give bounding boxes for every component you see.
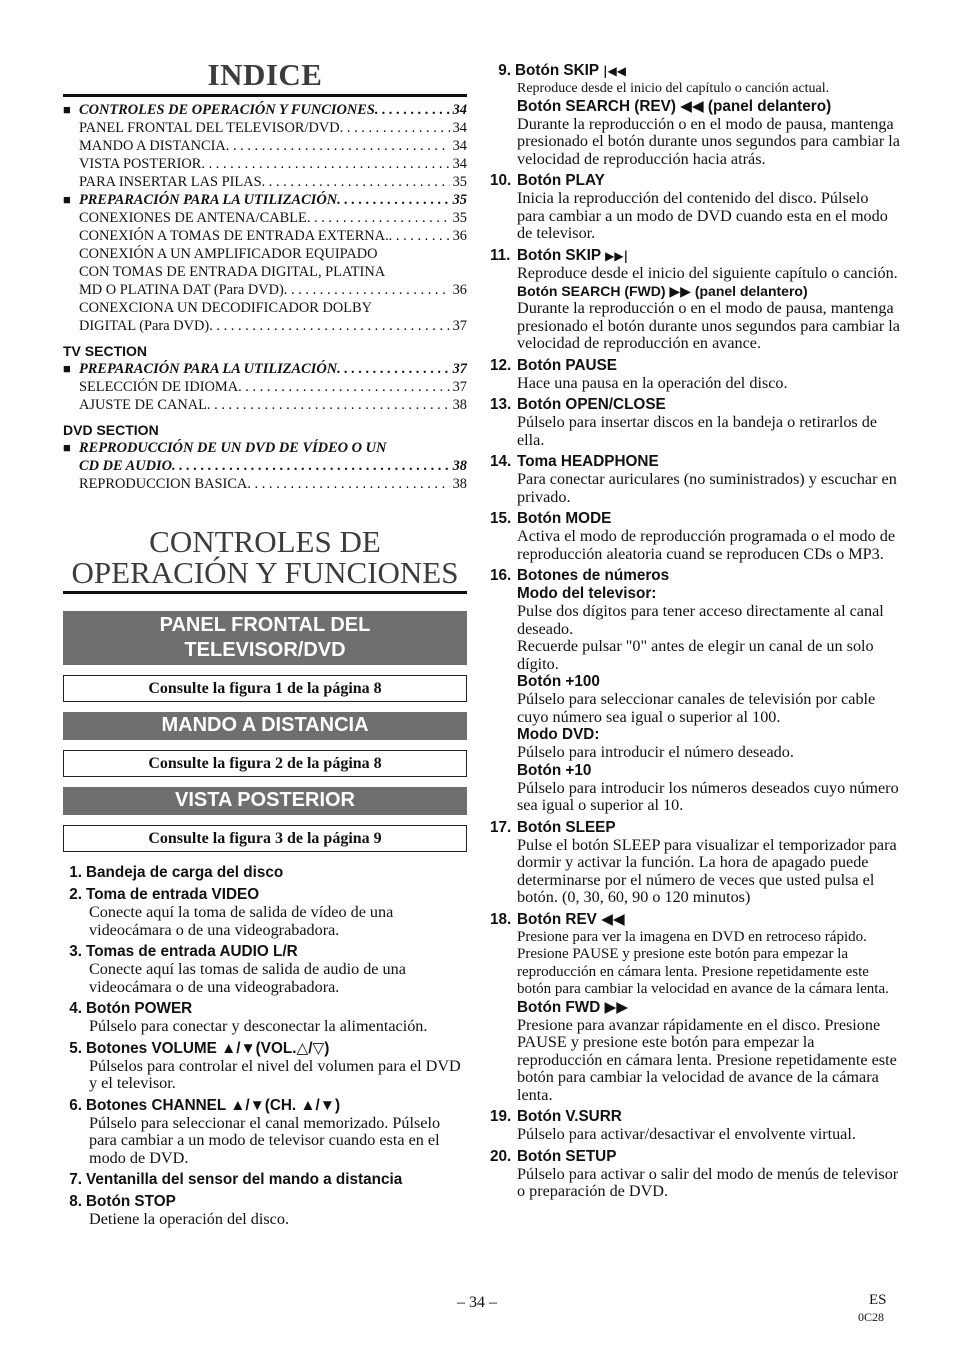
toc-entry-text: DIGITAL (Para DVD) [79,318,210,334]
toc-leader-dots [284,281,450,299]
item-number: 7. [69,1171,82,1188]
toc-group-2 [63,360,467,414]
list-item [490,357,900,393]
toc-entry-text: CONEXCIONA UN DECODIFICADOR DOLBY [79,300,373,316]
item-number: 13. [490,396,512,413]
toc-entry-text: VISTA POSTERIOR [79,156,202,172]
panel-frontal-heading [63,611,467,665]
item-heading [63,864,467,882]
toc-leader-dots [238,378,450,396]
square-bullet-icon: ■ [63,440,71,455]
toc-entry-text: CONEXIÓN A UN AMPLIFICADOR EQUIPADO [79,246,378,262]
list-item [490,911,900,1105]
right-column [490,62,900,1205]
toc-leader-dots [201,155,449,173]
controles-title-line2: OPERACIÓN Y FUNCIONES [71,555,459,590]
item-heading [490,453,900,471]
mando-distancia-reference: Consulte la figura 2 de la página 8 [63,750,467,777]
item-body: Inicia la reproducción del contenido del disco. Púlselo para cambiar a un modo de DVD cuando esta en el modo de televisor. [517,189,888,242]
item-number: 15. [490,510,512,527]
language-code: ES [869,1292,887,1308]
item-title: Botón PAUSE [517,356,617,374]
toc-leader-dots [226,137,450,155]
item-title: Botón PLAY [517,172,605,189]
item-heading [490,62,900,80]
item-title: Botón MODE [517,510,612,527]
toc-page-number: 38 [452,476,467,492]
list-item [63,1171,467,1189]
list-item [490,453,900,506]
toc-page-number: 34 [452,102,467,118]
toc-leader-dots [207,396,450,414]
toc-page-number: 37 [452,361,467,377]
toc-entry-text: AJUSTE DE CANAL [79,397,207,413]
list-item [63,943,467,996]
item-title: Ventanilla del sensor del mando a distancia [86,1171,403,1188]
item-number: 9. [498,62,511,79]
toc-row [63,263,467,281]
item-body: Pulse el botón SLEEP para visualizar el temporizador para dormir y activar la función. La hora de apagado puede determinarse por el número de veces que usted pulsa el botón. (0, 30, 60, 90 o 120 minutos) [517,835,897,906]
toc-leader-dots [307,209,450,227]
item-title: Botón SKIP [515,62,599,79]
item-subheading: Botón SEARCH (REV) ◀◀ (panel delantero) [517,97,832,115]
item-body: Durante la reproducción o en el modo de pausa, mantenga presionado el botón durante unos segundos para cambiar la velocidad de reproducción en avance. [517,299,900,352]
left-column [63,58,467,1233]
item-body: Púlselo para conectar y desconectar la alimentación. [89,1017,428,1035]
item-body: Para conectar auriculares (no suministrados) y escuchar en privado. [517,470,897,506]
square-bullet-icon: ■ [63,192,71,207]
toc-page-number: 35 [452,210,467,226]
left-items-list [63,864,467,1229]
item-body: Detiene la operación del disco. [89,1210,290,1228]
list-item [490,396,900,449]
toc-page-number: 37 [452,379,467,395]
toc-row [63,173,467,191]
toc-row [63,281,467,299]
mando-distancia-heading: MANDO A DISTANCIA [63,712,467,740]
toc-page-number: 38 [452,458,467,474]
item-number: 18. [490,910,512,928]
item-body: Pulse dos dígitos para tener acceso directamente al canal deseado. [517,602,884,638]
toc-page-number: 36 [452,282,467,298]
table-of-contents [63,101,467,493]
item-heading [490,1108,900,1126]
item-title: Botones VOLUME ▲/▼(VOL.△/▽) [86,1039,330,1057]
item-body: Reproduce desde el inicio del capítulo o canción actual. [517,81,830,96]
item-number: 4. [69,1000,82,1017]
item-title: Botones CHANNEL ▲/▼(CH. ▲/▼) [86,1096,341,1114]
item-title: Botón SETUP [517,1147,617,1165]
toc-page-number: 34 [452,156,467,172]
toc-row [63,137,467,155]
item-heading [490,1148,900,1166]
dvd-section-label: DVD SECTION [63,422,159,438]
item-title: Botón SKIP [517,246,601,264]
toc-row [63,101,467,119]
item-body: Púlselo para introducir el número deseado. [517,743,794,761]
item-body: Presione para ver la imagena en DVD en retroceso rápido. Presione PAUSE y presione este botón para empezar la reproducción en cámara lenta. Presione repetidamente este botón para cambiar la velocidad en avance de la cámara lenta. [517,928,889,997]
toc-row [63,439,467,457]
item-title: Tomas de entrada AUDIO L/R [86,943,298,960]
toc-page-number: 35 [452,192,467,208]
item-title: Botón SLEEP [517,818,616,836]
toc-leader-dots [340,119,450,137]
toc-leader-dots [337,360,449,378]
toc-entry-text: CD DE AUDIO [79,458,173,474]
item-title: Botones de números [517,567,670,584]
toc-page-number: 34 [452,138,467,154]
item-number: 2. [69,886,82,903]
toc-entry-text: SELECCIÓN DE IDIOMA [79,379,239,395]
list-item [63,1000,467,1036]
list-item [490,1108,900,1144]
toc-row [63,119,467,137]
panel-frontal-reference: Consulte la figura 1 de la página 8 [63,675,467,702]
item-title: Bandeja de carga del disco [86,864,284,881]
toc-row [63,396,467,414]
list-item [63,1040,467,1093]
item-title: Botón V.SURR [517,1108,622,1125]
item-subheading: Modo DVD: [517,726,600,743]
item-heading [490,357,900,375]
item-title: Toma HEADPHONE [517,453,659,470]
item-body: Hace una pausa en la operación del disco. [517,373,788,392]
list-item [490,172,900,243]
list-item [490,567,900,815]
item-number: 16. [490,567,512,584]
item-number: 10. [490,172,512,189]
toc-page-number: 35 [452,174,467,190]
toc-entry-text: MD O PLATINA DAT (Para DVD) [79,282,284,298]
item-subheading: Botón +100 [517,673,600,690]
toc-row [63,191,467,209]
item-heading [490,247,900,265]
toc-row [63,360,467,378]
toc-row [63,245,467,263]
square-bullet-icon: ■ [63,361,71,376]
indice-title: INDICE [63,58,467,97]
toc-entry-text: PANEL FRONTAL DEL TELEVISOR/DVD [79,120,340,136]
toc-row [63,378,467,396]
item-body: Púlselo para insertar discos en la bandeja o retirarlos de ella. [517,413,878,449]
item-heading [490,172,900,190]
panel-frontal-line1: PANEL FRONTAL DEL [159,614,371,636]
item-subheading: Modo del televisor: [517,585,657,602]
item-number: 12. [490,356,512,374]
item-heading [63,1171,467,1189]
toc-row [63,317,467,335]
toc-group-3 [63,439,467,493]
item-heading [63,1097,467,1115]
item-body: Presione para avanzar rápidamente en el disco. Presione PAUSE y presione este botón para empezar la reproducción en cámara lenta. Presione repetidamente este botón para cambiar la velocidad de avance de la cámara lenta. [517,1015,897,1104]
toc-row [63,475,467,493]
item-body: Conecte aquí la toma de salida de vídeo de una videocámara o de una videograbadora. [89,903,394,939]
toc-row [63,209,467,227]
toc-leader-dots [209,317,449,335]
toc-entry-text: CON TOMAS DE ENTRADA DIGITAL, PLATINA [79,264,386,280]
vista-posterior-heading: VISTA POSTERIOR [63,787,467,815]
item-number: 14. [490,453,512,470]
list-item [490,510,900,563]
item-body: Durante la reproducción o en el modo de pausa, mantenga presionado el botón durante unos segundos para cambiar la velocidad de reproducción hacia atrás. [517,114,900,168]
tv-section-label: TV SECTION [63,343,148,359]
item-number: 20. [490,1147,512,1165]
toc-entry-text: PREPARACIÓN PARA LA UTILIZACIÓN [79,192,338,208]
item-heading [63,1193,467,1211]
toc-entry-text: REPRODUCCIÓN DE UN DVD DE VÍDEO O UN [79,440,387,456]
list-item [63,1097,467,1168]
item-body: Púlselo para seleccionar canales de televisión por cable cuyo número sea igual o superior al 100. [517,690,876,726]
item-heading [490,911,900,929]
item-body: Púlselo para seleccionar el canal memorizado. Púlselo para cambiar a un modo de televisor cuando esta en el modo de DVD. [89,1113,441,1167]
item-title: Botón STOP [86,1193,176,1210]
skip-forward-icon: ▶▶| [605,248,628,263]
item-body: Activa el modo de reproducción programada o el modo de reproducción aleatoria cuand se reproducen CDs o MP3. [517,527,896,563]
item-number: 5. [69,1039,82,1057]
item-heading [63,886,467,904]
toc-group-1 [63,101,467,335]
item-body: Púlselos para controlar el nivel del volumen para el DVD y el televisor. [89,1056,461,1092]
item-number: 17. [490,818,512,836]
toc-row [63,299,467,317]
item-subheading: Botón FWD ▶▶ [517,998,629,1016]
item-subheading: Botón SEARCH (FWD) ▶▶ (panel delantero) [517,283,808,299]
item-body: Púlselo para activar/desactivar el envolvente virtual. [517,1125,856,1143]
item-body: Conecte aquí las tomas de salida de audio de una videocámara o de una videograbadora. [89,960,406,996]
item-heading [490,396,900,414]
toc-entry-text: REPRODUCCION BASICA [79,476,248,492]
skip-back-icon: |◀◀ [603,64,626,78]
item-heading [63,1000,467,1018]
panel-frontal-line2: TELEVISOR/DVD [184,639,346,661]
item-number: 1. [69,864,82,881]
item-title: Botón REV ◀◀ [517,910,625,928]
toc-row [63,155,467,173]
toc-leader-dots [389,227,450,245]
list-item [490,62,900,168]
item-heading [490,510,900,528]
toc-page-number: 38 [452,397,467,413]
toc-entry-text: PREPARACIÓN PARA LA UTILIZACIÓN [79,361,338,377]
toc-leader-dots [337,191,449,209]
item-body: Púlselo para introducir los números deseados cuyo número sea igual o superior al 10. [517,778,899,814]
toc-entry-text: CONEXIONES DE ANTENA/CABLE [79,210,307,226]
toc-row [63,457,467,475]
item-heading [490,567,900,585]
vista-posterior-reference: Consulte la figura 3 de la página 9 [63,825,467,852]
toc-row [63,227,467,245]
list-item [490,1148,900,1201]
toc-leader-dots [247,475,449,493]
item-number: 6. [69,1096,82,1114]
square-bullet-icon: ■ [63,102,71,117]
toc-leader-dots [375,101,450,119]
item-body: Recuerde pulsar "0" antes de elegir un canal de un solo dígito. [517,637,874,673]
item-number: 11. [490,246,511,264]
item-subheading: Botón +10 [517,761,592,779]
document-code: 0C28 [858,1310,885,1324]
controles-title [63,526,467,594]
page-number: – 34 – [457,1294,497,1311]
item-heading [63,943,467,961]
item-title: Botón OPEN/CLOSE [517,396,666,413]
toc-leader-dots [262,173,450,191]
item-title: Botón POWER [86,1000,193,1017]
item-number: 19. [490,1108,512,1125]
toc-entry-text: CONTROLES DE OPERACIÓN Y FUNCIONES [79,102,375,118]
list-item [490,819,900,907]
toc-leader-dots [172,457,450,475]
controles-title-line1: CONTROLES DE [149,524,381,559]
item-number: 3. [69,943,82,960]
item-heading [63,1040,467,1058]
item-body: Reproduce desde el inicio del siguiente capítulo o canción. [517,263,898,282]
toc-entry-text: MANDO A DISTANCIA [79,138,226,154]
item-number: 8. [69,1193,82,1210]
toc-page-number: 37 [452,318,467,334]
item-body: Púlselo para activar o salir del modo de menús de televisor o preparación de DVD. [517,1164,899,1200]
toc-page-number: 34 [452,120,467,136]
list-item [490,247,900,353]
list-item [63,1193,467,1229]
list-item [63,886,467,939]
toc-entry-text: PARA INSERTAR LAS PILAS [79,174,262,190]
item-title: Toma de entrada VIDEO [86,886,260,903]
item-heading [490,819,900,837]
list-item [63,864,467,882]
toc-entry-text: CONEXIÓN A TOMAS DE ENTRADA EXTERNA. [79,228,389,244]
toc-page-number: 36 [452,228,467,244]
